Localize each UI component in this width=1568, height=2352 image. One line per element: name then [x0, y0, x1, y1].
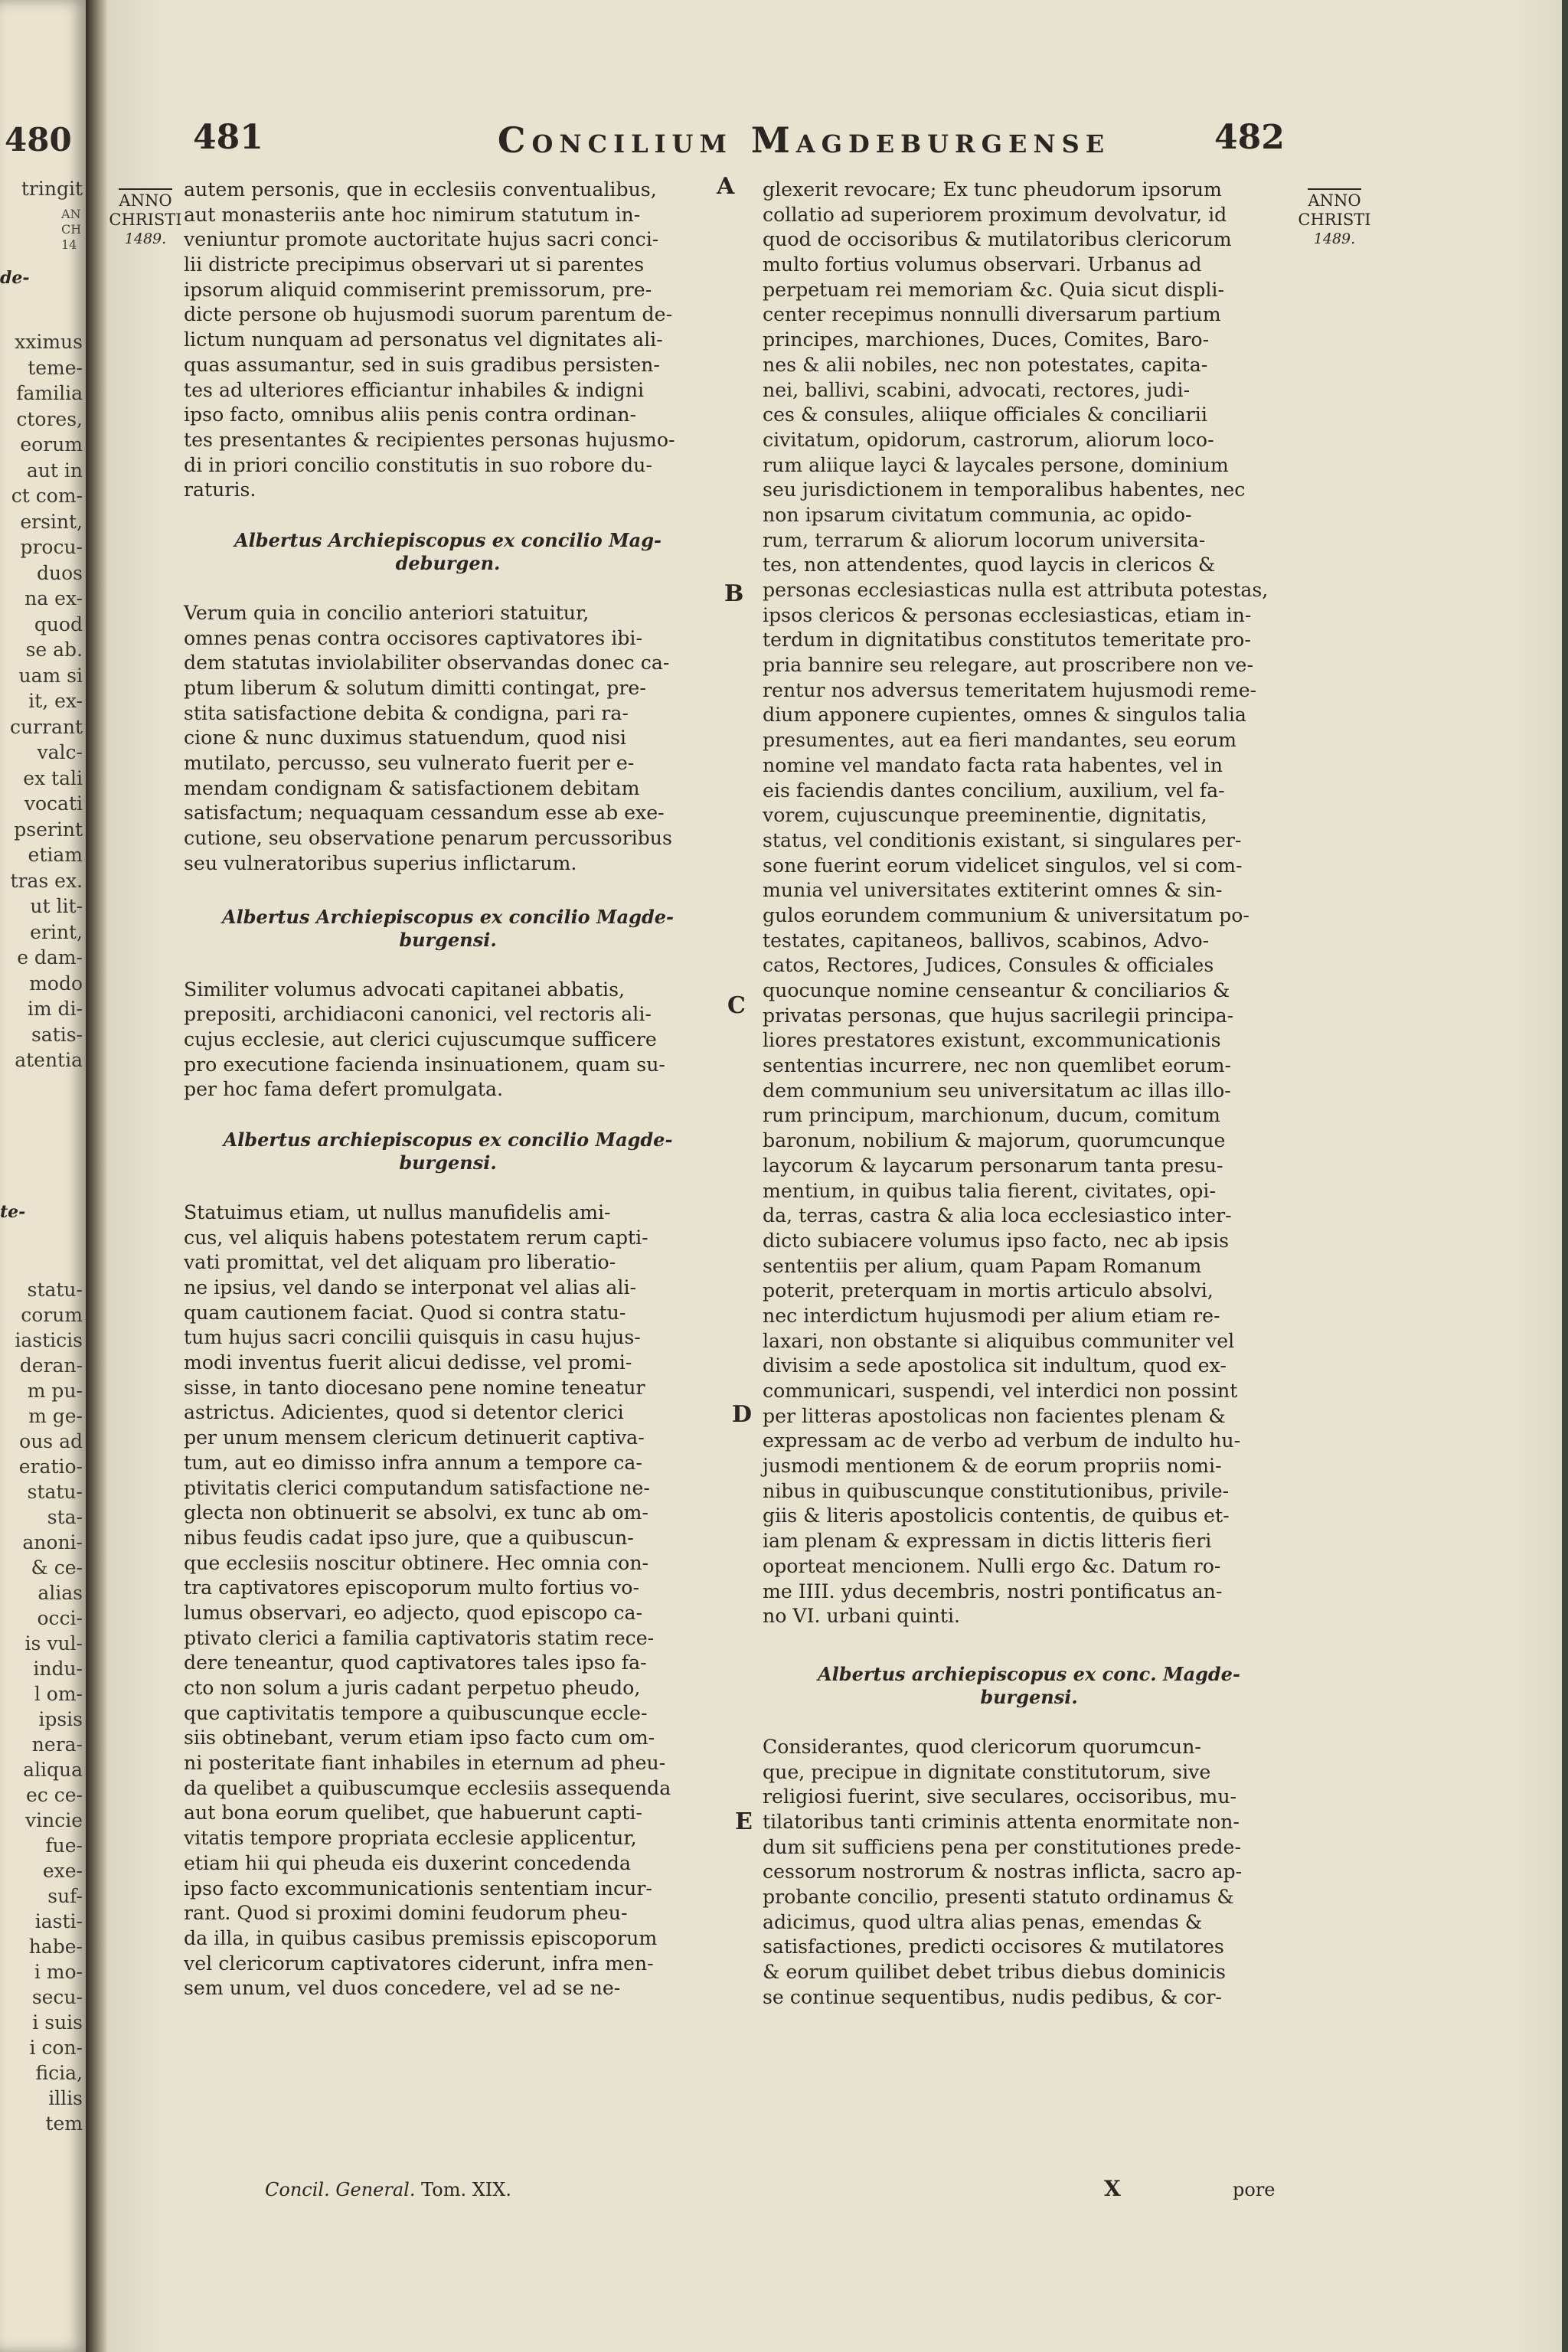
text-line: center recepimus nonnulli diversarum partium — [763, 303, 1221, 326]
text-line: dere teneantur, quod captivatores tales ipso fa- — [184, 1651, 647, 1674]
text-line: omnes penas contra occisores captivatores ibi- — [184, 626, 642, 649]
text-line: collatio ad superiorem proximum devolvatur, id — [763, 203, 1227, 226]
page-header — [107, 107, 1568, 161]
facing-page-fragment: ut lit- — [30, 895, 83, 917]
text-line: testates, capitaneos, ballivos, scabinos, Advo- — [763, 929, 1210, 952]
text-line: cujus ecclesie, aut clerici cujuscumque sufficere — [184, 1027, 657, 1050]
section-heading-line: Albertus archiepiscopus ex conc. Magde- — [818, 1662, 1240, 1685]
text-line: liores prestatores existunt, excommunicationis — [763, 1029, 1221, 1052]
text-line: satisfactiones, predicti occisores & mutilatores — [763, 1936, 1224, 1958]
text-line: dicte persone ob hujusmodi suorum parentum de- — [184, 303, 673, 326]
margin-note-anno: ANNO — [119, 191, 172, 210]
paragraph — [184, 178, 712, 503]
facing-page-fragment: sta- — [47, 1506, 83, 1528]
text-line: nibus in quibuscunque constitutionibus, privile- — [763, 1479, 1230, 1502]
text-line: rentur nos adversus temeritatem hujusmodi reme- — [763, 678, 1257, 701]
text-line: ptivato clerici a familia captivatoris statim rece- — [184, 1626, 655, 1649]
facing-page-fragment: i con- — [29, 2037, 83, 2059]
footer-signature — [265, 2179, 511, 2200]
text-line: ipsos clericos & personas ecclesiasticas, etiam in- — [763, 603, 1252, 626]
text-line: nei, ballivi, scabini, advocati, rectores, judi- — [763, 378, 1191, 401]
text-line: nomine vel mandato facta rata habentes, vel in — [763, 753, 1223, 776]
facing-page-fragment: procu- — [20, 536, 83, 558]
facing-page-fragment: ficia, — [35, 2062, 83, 2084]
facing-page-fragment: corum — [21, 1304, 83, 1326]
text-line: seu vulneratoribus superius inflictarum. — [184, 851, 577, 874]
section-heading-line: Albertus Archiepiscopus ex concilio Mag- — [234, 528, 662, 551]
text-line: pria bannire seu relegare, aut proscribere non ve- — [763, 654, 1253, 677]
section-heading-line: burgensi. — [980, 1685, 1078, 1708]
text-line: per hoc fama defert promulgata. — [184, 1078, 504, 1101]
text-line: prepositi, archidiaconi canonici, vel rectoris ali- — [184, 1003, 652, 1026]
text-line: modi inventus fuerit alicui dedisse, vel promi- — [184, 1351, 632, 1374]
text-line: munia vel universitates extiterint omnes & sin- — [763, 879, 1223, 902]
text-line: Statuimus etiam, ut nullus manufidelis ami- — [184, 1200, 611, 1223]
text-line: cessorum nostrorum & nostras inflicta, sacro ap- — [763, 1860, 1243, 1883]
column-number-left: 481 — [193, 118, 263, 157]
section-heading — [184, 906, 712, 952]
text-line: dem communium seu universitatum ac illas illo- — [763, 1079, 1231, 1102]
section-heading-line: Albertus archiepiscopus ex concilio Magde- — [223, 1128, 673, 1151]
facing-page — [0, 0, 86, 2352]
text-line: que ecclesiis noscitur obtinere. Hec omnia con- — [184, 1551, 649, 1574]
facing-page-fragment: occi- — [37, 1607, 83, 1629]
facing-page-fragment: etiam — [28, 844, 83, 866]
text-line: eis faciendis dantes concilium, auxilium, vel fa- — [763, 779, 1225, 802]
facing-page-fragment: deran- — [19, 1354, 83, 1377]
text-line: se continue sequentibus, nudis pedibus, & cor- — [763, 1985, 1222, 2008]
text-line: quam cautionem faciat. Quod si contra statu- — [184, 1301, 626, 1324]
text-line: vitatis tempore propriata ecclesie applicentur, — [184, 1827, 637, 1850]
text-line: tes, non attendentes, quod laycis in clericos & — [763, 554, 1216, 577]
text-line: quod de occisoribus & mutilatoribus clericorum — [763, 228, 1232, 251]
facing-page-fragment: teme- — [28, 356, 83, 379]
facing-page-fragment: quod — [34, 612, 83, 635]
paragraph-gap — [763, 1712, 1295, 1735]
text-line: tes presentantes & recipientes personas hujusmo- — [184, 428, 675, 451]
text-line: rant. Quod si proximi domini feudorum pheu- — [184, 1902, 628, 1925]
text-line: tum, aut eo dimisso infra annum a tempore ca- — [184, 1451, 642, 1474]
facing-page-fragment: vincie — [24, 1809, 83, 1831]
facing-page-fragment: statu- — [27, 1279, 83, 1301]
facing-page-fragment: ous ad — [19, 1430, 83, 1452]
book-page — [107, 0, 1568, 2352]
text-line: nec interdictum hujusmodi per alium etiam re- — [763, 1304, 1220, 1327]
facing-page-fragment: anoni- — [22, 1531, 83, 1553]
text-line: no VI. urbani quinti. — [763, 1605, 961, 1628]
text-column-right — [763, 178, 1295, 2010]
text-line: tilatoribus tanti criminis attenta enormitate non- — [763, 1810, 1240, 1833]
text-line: nibus feudis cadat ipso jure, que a quibuscun- — [184, 1526, 634, 1549]
text-line: terdum in dignitatibus constitutos temeritate pro- — [763, 629, 1251, 652]
margin-note-year: 1489. — [124, 230, 167, 247]
facing-page-fragment: ct com- — [11, 485, 83, 507]
text-line: que captivitatis tempore a quibuscunque eccle- — [184, 1701, 648, 1724]
signature-mark: X — [1104, 2176, 1121, 2201]
text-line: adicimus, quod ultra alias penas, emendas & — [763, 1910, 1203, 1933]
text-line: ces & consules, aliique officiales & conciliarii — [763, 403, 1207, 426]
text-line: laycorum & laycarum personarum tanta presu- — [763, 1154, 1223, 1177]
facing-page-fragment: tringit — [21, 178, 83, 200]
facing-page-fragment: iasti- — [34, 1910, 83, 1932]
text-line: mendam condignam & satisfactionem debitam — [184, 776, 640, 799]
text-line: quas assumantur, sed in suis gradibus persisten- — [184, 353, 660, 376]
paragraph — [184, 1200, 712, 2001]
facing-page-margin-note: AN CH 14 — [61, 207, 82, 252]
text-line: ne ipsius, vel dando se interponat vel alias ali- — [184, 1276, 637, 1298]
text-line: cto non solum a juris cadant perpetuo pheudo, — [184, 1677, 641, 1699]
text-line: communicari, suspendi, vel interdici non possint — [763, 1380, 1238, 1402]
text-line: oporteat mencionem. Nulli ergo &c. Datum ro- — [763, 1554, 1221, 1577]
text-line: da, terras, castra & alia loca ecclesiastico inter- — [763, 1204, 1232, 1227]
facing-page-fragment: ctores, — [16, 407, 83, 430]
facing-page-fragment: fue- — [45, 1834, 83, 1857]
text-line: autem personis, que in ecclesiis conventualibus, — [184, 178, 657, 201]
text-line: iam plenam & expressam in dictis litteris fieri — [763, 1530, 1212, 1553]
text-line: probante concilio, presenti statuto ordinamus & — [763, 1886, 1234, 1908]
column-number-right: 482 — [1214, 118, 1285, 157]
facing-page-fragment: erint, — [30, 920, 83, 943]
text-line: Considerantes, quod clericorum quorumcun- — [763, 1735, 1201, 1758]
facing-page-fragment: statu- — [27, 1481, 83, 1503]
text-line: sententiis per alium, quam Papam Romanum — [763, 1254, 1202, 1277]
facing-page-fragment: currant — [9, 715, 83, 738]
text-line: sone fuerint eorum videlicet singulos, vel si com- — [763, 854, 1243, 877]
text-line: ni posteritate fiant inhabiles in eternum ad pheu- — [184, 1752, 666, 1775]
margin-rule — [1308, 188, 1361, 190]
facing-page-fragment: eorum — [20, 433, 83, 456]
text-line: per unum mensem clericum detinuerit captiva- — [184, 1426, 645, 1449]
facing-page-fragment: aut in — [26, 459, 83, 482]
text-line: da quelibet a quibuscumque ecclesiis assequenda — [184, 1776, 671, 1799]
text-line: non ipsarum civitatum communia, ac opido- — [763, 503, 1192, 526]
margin-note-anno: ANNO — [1308, 191, 1361, 210]
text-line: aut monasteriis ante hoc nimirum statutum in- — [184, 203, 641, 226]
text-line: seu jurisdictionem in temporalibus habentes, nec — [763, 479, 1246, 501]
facing-page-fragment: atentia — [15, 1049, 83, 1071]
text-line: que, precipue in dignitate constitutorum, sive — [763, 1760, 1211, 1783]
text-line: multo fortius volumus observari. Urbanus ad — [763, 253, 1202, 276]
text-line: stita satisfactione debita & condigna, pari ra- — [184, 701, 629, 724]
text-line: satisfactum; nequaquam cessandum esse ab exe- — [184, 802, 665, 825]
facing-page-fragment: im di- — [27, 998, 83, 1020]
text-line: per litteras apostolicas non facientes plenam & — [763, 1404, 1226, 1427]
text-line: tra captivatores episcoporum multo fortius vo- — [184, 1576, 639, 1599]
facing-page-fragment: duos — [37, 561, 83, 584]
text-line: poterit, preterquam in mortis articulo absolvi, — [763, 1279, 1214, 1302]
text-line: di in priori concilio constitutis in suo robore du- — [184, 453, 652, 476]
text-line: vati promittat, vel det aliquam pro liberatio- — [184, 1251, 616, 1274]
text-line: privatas personas, que hujus sacrilegii principa- — [763, 1004, 1234, 1027]
text-line: pro executione facienda insinuationem, quam su- — [184, 1053, 665, 1076]
facing-page-fragment: ex tali — [23, 766, 83, 789]
text-line: presumentes, aut ea fieri mandantes, seu eorum — [763, 729, 1237, 752]
section-letter-a: A — [717, 173, 735, 200]
section-heading-line: burgensi. — [399, 928, 497, 951]
text-line: siis obtinebant, verum etiam ipso facto cum om- — [184, 1726, 655, 1749]
facing-page-margin-mark: de- — [0, 268, 30, 288]
text-line: gulos eorundem communium & universitatum po- — [763, 903, 1250, 926]
facing-page-fragment: nera- — [31, 1733, 83, 1756]
text-line: Similiter volumus advocati capitanei abbatis, — [184, 978, 626, 1001]
text-line: cione & nunc duximus statuendum, quod nisi — [184, 727, 626, 750]
facing-page-fragment: secu- — [31, 1986, 83, 2008]
running-title: Concilium Magdeburgense — [497, 119, 1111, 161]
text-line: ptum liberum & solutum dimitti contingat, pre- — [184, 677, 646, 699]
text-line: sententias incurrere, nec non quemlibet eorum- — [763, 1054, 1231, 1077]
text-line: principes, marchiones, Duces, Comites, Baro- — [763, 328, 1210, 351]
text-line: lumus observari, eo adjecto, quod episcopo ca- — [184, 1601, 643, 1624]
text-line: divisim a sede apostolica sit indultum, quod ex- — [763, 1354, 1227, 1377]
facing-page-fragment: illis — [48, 2087, 83, 2109]
facing-page-fragment: i suis — [32, 2011, 83, 2034]
text-line: perpetuam rei memoriam &c. Quia sicut displi- — [763, 278, 1224, 301]
section-heading — [184, 1129, 712, 1174]
text-line: mentium, in quibus talia fierent, civitates, opi- — [763, 1179, 1216, 1202]
text-line: rum principum, marchionum, ducum, comitum — [763, 1104, 1220, 1127]
text-line: nes & alii nobiles, nec non potestates, capita- — [763, 353, 1208, 376]
facing-page-number: 480 — [5, 121, 72, 158]
paragraph-gap — [184, 1102, 712, 1125]
text-line: raturis. — [184, 479, 256, 501]
facing-page-fragment: suf- — [47, 1885, 83, 1907]
text-line: dicto subiacere volumus ipso facto, nec ab ipsis — [763, 1229, 1230, 1252]
facing-page-fragment: ec ce- — [26, 1784, 83, 1806]
section-heading — [763, 1663, 1295, 1709]
text-line: ipsorum aliquid commiserint premissorum, pre- — [184, 278, 652, 301]
text-line: etiam hii qui pheuda eis duxerint concedenda — [184, 1851, 632, 1874]
text-line: glecta non obtinuerit se absolvi, ex tunc ab om- — [184, 1501, 648, 1524]
facing-page-fragment: xximus — [15, 331, 83, 353]
text-line: tes ad ulteriores efficiantur inhabiles & indigni — [184, 378, 645, 401]
paragraph-gap — [763, 1629, 1295, 1660]
margin-note-left — [107, 187, 184, 249]
facing-page-fragment: m ge- — [28, 1405, 83, 1427]
section-heading — [184, 529, 712, 575]
text-line: personas ecclesiasticas nulla est attributa potestas, — [763, 579, 1269, 601]
margin-note-christi: CHRISTI — [109, 211, 182, 229]
facing-page-fragment: se ab. — [25, 639, 83, 661]
text-line: glexerit revocare; Ex tunc pheudorum ipsorum — [763, 178, 1222, 201]
margin-note-year: 1489. — [1313, 230, 1356, 247]
paragraph-gap — [184, 1178, 712, 1200]
text-line: astrictus. Adicientes, quod si detentor clerici — [184, 1401, 624, 1424]
text-line: sisse, in tanto diocesano pene nomine teneatur — [184, 1376, 645, 1399]
section-heading-line: Albertus Archiepiscopus ex concilio Magde- — [222, 905, 674, 928]
text-line: dium apponere cupientes, omnes & singulos talia — [763, 704, 1246, 727]
table-edge — [1562, 0, 1568, 2352]
paragraph-gap — [184, 503, 712, 526]
facing-page-fragment: indu- — [33, 1658, 83, 1680]
paragraph — [184, 601, 712, 877]
facing-page-fragment: l om- — [34, 1683, 83, 1705]
text-line: rum aliique layci & laycales persone, dominium — [763, 453, 1229, 476]
section-letter-c: C — [727, 992, 746, 1019]
paragraph — [763, 178, 1295, 1629]
facing-page-fragment: is vul- — [24, 1632, 83, 1655]
text-line: catos, Rectores, Judices, Consules & officiales — [763, 954, 1214, 977]
facing-page-fragment: ersint, — [20, 510, 83, 533]
facing-page-fragment: ipsis — [38, 1708, 83, 1730]
text-line: Verum quia in concilio anteriori statuitur, — [184, 601, 590, 624]
text-line: me IIII. ydus decembris, nostri pontificatus an- — [763, 1579, 1223, 1602]
facing-page-fragment: i mo- — [34, 1961, 83, 1983]
facing-page-fragment: valc- — [37, 741, 83, 763]
facing-page-fragment: pserint — [14, 818, 83, 841]
text-line: giis & literis apostolicis contentis, de quibus et- — [763, 1504, 1230, 1527]
facing-page-fragment: habe- — [28, 1936, 83, 1958]
paragraph-gap — [184, 877, 712, 903]
facing-page-fragment: na ex- — [24, 587, 83, 609]
section-heading-line: deburgen. — [395, 551, 501, 574]
text-line: laxari, non obstante si aliquibus communiter vel — [763, 1329, 1235, 1352]
text-line: expressam ac de verbo ad verbum de indulto hu- — [763, 1429, 1241, 1452]
margin-note-christi: CHRISTI — [1298, 211, 1371, 229]
text-column-left — [184, 178, 712, 2001]
facing-page-fragment: vocati — [24, 792, 83, 815]
facing-page-margin-mark: te- — [0, 1202, 26, 1222]
facing-page-fragment: aliqua — [23, 1759, 83, 1781]
text-line: vel clericorum captivatores ciderunt, infra men- — [184, 1952, 654, 1975]
book-gutter — [86, 0, 107, 2352]
text-line: dem statutas inviolabiliter observandas donec ca- — [184, 652, 670, 675]
text-line: ptivitatis clerici computandum satisfactione ne- — [184, 1476, 650, 1499]
text-line: cutione, seu observatione penarum percussoribus — [184, 827, 672, 850]
facing-page-fragment: modo — [29, 972, 83, 995]
text-line: aut bona eorum quelibet, que habuerunt capti- — [184, 1802, 642, 1824]
margin-rule — [119, 188, 172, 190]
paragraph — [763, 1735, 1295, 2011]
text-line: tum hujus sacri concilii quisquis in casu hujus- — [184, 1326, 641, 1349]
facing-page-fragment: tras ex. — [10, 869, 83, 892]
paragraph-gap — [184, 578, 712, 601]
text-line: rum, terrarum & aliorum locorum universita- — [763, 528, 1206, 551]
paragraph — [184, 978, 712, 1102]
text-line: baronum, nobilium & majorum, quorumcunque — [763, 1129, 1226, 1152]
facing-page-fragment: exe- — [42, 1860, 83, 1882]
section-letter-d: D — [732, 1401, 753, 1428]
text-line: lictum nunquam ad personatus vel dignitates ali- — [184, 328, 663, 351]
facing-page-fragment: & ce- — [31, 1557, 83, 1579]
section-heading-line: burgensi. — [399, 1151, 497, 1174]
facing-page-fragment: familia — [16, 382, 83, 404]
footer-series: Concil. General. — [265, 2179, 416, 2200]
text-line: veniuntur promote auctoritate hujus sacri conci- — [184, 228, 659, 251]
margin-note-right — [1292, 187, 1377, 249]
section-letter-e: E — [735, 1808, 753, 1835]
facing-page-fragment: tem — [45, 2112, 83, 2135]
text-line: vorem, cujuscunque preeminentie, dignitatis, — [763, 804, 1207, 827]
text-line: civitatum, opidorum, castrorum, aliorum loco- — [763, 428, 1214, 451]
text-line: jusmodi mentionem & de eorum propriis nomi- — [763, 1455, 1222, 1478]
facing-page-fragment: uam si — [18, 664, 83, 687]
text-line: lii districte precipimus observari ut si parentes — [184, 253, 645, 276]
text-line: dum sit sufficiens pena per constitutiones prede- — [763, 1835, 1241, 1858]
facing-page-fragment: alias — [38, 1582, 83, 1604]
facing-page-fragment: e dam- — [17, 946, 83, 969]
facing-page-fragment: satis- — [31, 1023, 83, 1046]
facing-page-fragment: iasticis — [15, 1329, 83, 1351]
facing-page-fragment: m pu- — [27, 1380, 83, 1402]
footer-volume: Tom. XIX. — [421, 2179, 511, 2200]
facing-page-fragment: eratio- — [18, 1455, 83, 1478]
text-line: & eorum quilibet debet tribus diebus dominicis — [763, 1961, 1226, 1984]
paragraph-gap — [184, 955, 712, 978]
section-letter-b: B — [724, 580, 744, 607]
text-line: quocunque nomine censeantur & conciliarios & — [763, 979, 1230, 1001]
text-line: ipso facto excommunicationis sententiam incur- — [184, 1877, 652, 1900]
catchword: pore — [1233, 2179, 1276, 2200]
text-line: sem unum, vel duos concedere, vel ad se ne- — [184, 1977, 621, 2000]
facing-page-fragment: it, ex- — [28, 690, 83, 712]
text-line: religiosi fuerint, sive seculares, occisoribus, mu- — [763, 1785, 1237, 1808]
text-line: cus, vel aliquis habens potestatem rerum capti- — [184, 1226, 648, 1249]
text-line: ipso facto, omnibus aliis penis contra ordinan- — [184, 403, 637, 426]
text-line: status, vel conditionis existant, si singulares per- — [763, 828, 1242, 851]
text-line: da illa, in quibus casibus premissis episcoporum — [184, 1926, 658, 1949]
text-line: mutilato, percusso, seu vulnerato fuerit per e- — [184, 752, 635, 775]
